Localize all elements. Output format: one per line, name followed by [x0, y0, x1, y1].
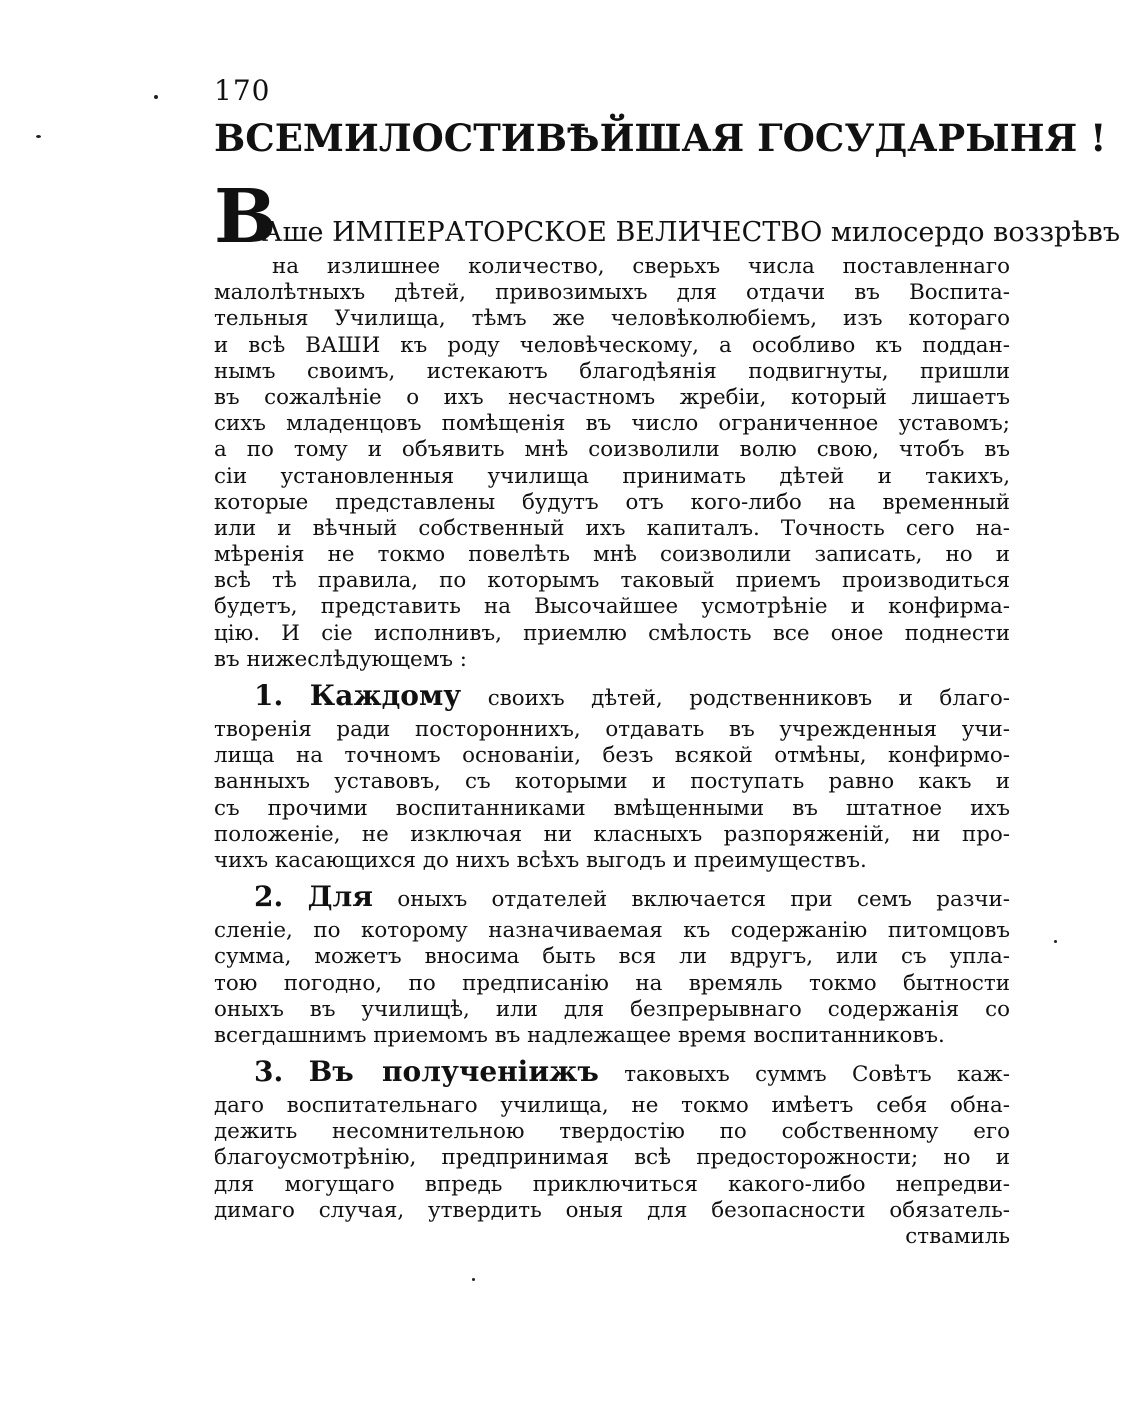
text-line: будетъ, представить на Высочайшее усмотрѣніе и конфирма-: [214, 594, 1010, 620]
item-number: 1.: [254, 679, 284, 712]
item-first-line-text: оныхъ отдателей включается при семъ разчи-: [397, 887, 1011, 913]
text-line: тельныя Училища, тѣмъ же человѣколюбіемъ, изъ котораго: [214, 306, 1010, 332]
text-line: дежить несомнительною твердостію по собственному его: [214, 1119, 1010, 1145]
text-line: цію. И сіе исполнивъ, приемлю смѣлость все оное поднести: [214, 620, 1010, 646]
text-line: на излишнее количество, сверьхъ числа поставленнаго: [272, 254, 1010, 279]
text-line: димаго случая, утвердить оныя для безопасности обязатель-: [214, 1197, 1010, 1223]
text-line: для могущаго впредь приключиться какого-либо непредви-: [214, 1171, 1010, 1197]
text-line: чихъ касающихся до нихъ всѣхъ выгодъ и преимуществъ.: [214, 847, 867, 873]
catchword: ствамиль: [905, 1224, 1010, 1249]
item-first-line: [214, 1055, 1010, 1093]
item-first-line: [214, 880, 1011, 918]
text-line: даго воспитательнаго училища, не токмо имѣетъ себя обна-: [214, 1093, 1010, 1119]
ink-speck: [154, 95, 158, 99]
text-line: а по тому и объявить мнѣ соизволили волю свою, чтобъ въ: [214, 437, 1010, 463]
item-first-line-text: своихъ дѣтей, родственниковъ и благо-: [487, 686, 1010, 711]
item-number: 2.: [254, 880, 284, 914]
item-lead-word: Для: [307, 880, 373, 914]
page-number: 170: [214, 74, 271, 107]
ink-speck: [472, 1278, 475, 1281]
text-line: благоусмотрѣнію, предпринимая всѣ предосторожности; но и: [214, 1145, 1010, 1171]
text-line: ванныхъ уставовъ, съ которыми и поступать равно какъ и: [214, 769, 1010, 795]
text-line: тою погодно, по предписанію на времяль токмо бытности: [214, 970, 1010, 996]
intro-first-line-text: Аше ИМПЕРАТОРСКОЕ ВЕЛИЧЕСТВО милосердо воззрѣвъ: [262, 217, 1121, 248]
text-line: въ сожалѣніе о ихъ несчастномъ жребіи, который лишаетъ: [214, 384, 1010, 410]
text-line: сихъ младенцовъ помѣщенія въ число ограниченное уставомъ;: [214, 411, 1010, 437]
text-line: малолѣтныхъ дѣтей, привозимыхъ для отдачи въ Воспита-: [214, 280, 1010, 306]
item-first-line-text: таковыхъ суммъ Совѣтъ каж-: [624, 1062, 1010, 1088]
text-line: въ нижеслѣдующемъ :: [214, 646, 467, 672]
text-line: лища на точномъ основаніи, безъ всякой отмѣны, конфирмо-: [214, 743, 1010, 769]
text-line: и всѣ ВАШИ къ роду человѣческому, а особливо къ поддан-: [214, 332, 1010, 358]
item-number: 3.: [254, 1055, 284, 1089]
text-line: съ прочими воспитанниками вмѣщенными въ штатное ихъ: [214, 795, 1010, 821]
item-lead-word: Каждому: [309, 679, 462, 712]
text-line: которые представлены будутъ отъ кого-либо на временный: [214, 489, 1010, 515]
item-lead-word: Въ полученіижъ: [308, 1055, 599, 1089]
text-line: творенія ради постороннихъ, отдавать въ учрежденныя учи-: [214, 717, 1010, 742]
drop-cap: В: [214, 174, 277, 260]
text-line: сумма, можетъ вносима быть вся ли вдругъ, или съ упла-: [214, 944, 1010, 970]
text-line: сіи установленныя училища принимать дѣтей и такихъ,: [214, 463, 1010, 489]
page-title: ВСЕМИЛОСТИВѢЙШАЯ ГОСУДАРЫНЯ !: [214, 116, 1107, 160]
ink-speck: [36, 135, 41, 138]
intro-first-line: [214, 174, 1121, 260]
item-first-line: [214, 679, 1010, 717]
text-line: или и вѣчный собственный ихъ капиталъ. Точность сего на-: [214, 515, 1010, 541]
text-line: всегдашнимъ приемомъ въ надлежащее время воспитанниковъ.: [214, 1022, 945, 1048]
text-line: нымъ своимъ, истекаютъ благодѣянія подвигнуты, пришли: [214, 358, 1010, 384]
body-text: [214, 174, 1121, 1250]
ink-speck: [1054, 940, 1057, 943]
text-line: положеніе, не изключая ни класныхъ разпоряженій, ни про-: [214, 821, 1010, 847]
text-line: мѣренія не токмо повелѣть мнѣ соизволили записать, но и: [214, 542, 1010, 568]
text-line: всѣ тѣ правила, по которымъ таковый приемъ производиться: [214, 568, 1010, 594]
text-line: оныхъ въ училищѣ, или для безпрерывнаго содержанія со: [214, 996, 1010, 1022]
text-line: сленіе, по которому назначиваемая къ содержанію питомцовъ: [214, 918, 1010, 944]
